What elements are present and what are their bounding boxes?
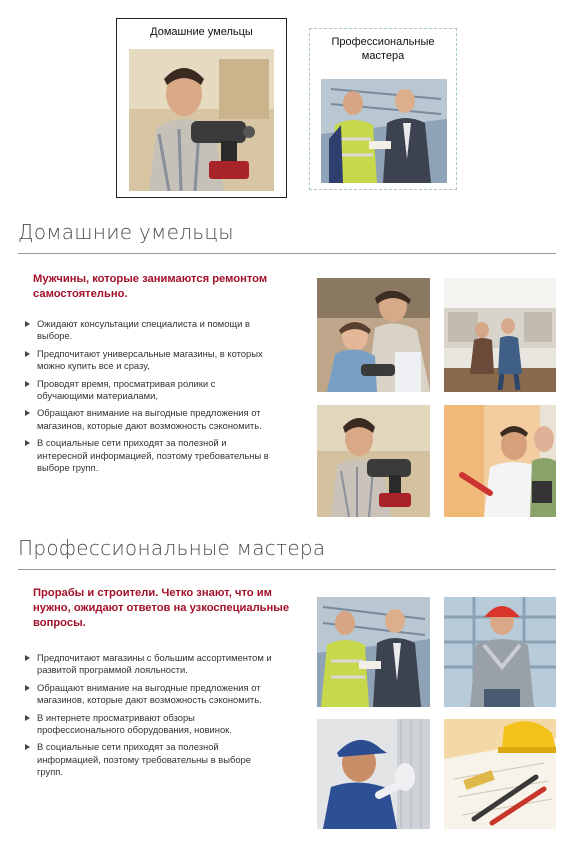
bullet-arrow-icon [25,655,30,661]
foreman-handshake-photo [321,79,447,183]
bullet-arrow-icon [25,351,30,357]
segment-card-home[interactable] [116,18,287,198]
bullet-arrow-icon [25,321,30,327]
worker-cap-photo [317,719,430,829]
home-bullet-list [21,318,269,474]
list-item: Обращают внимание на выгодные предложения от магазинов, которые дают возможность сэкономить. [21,682,279,707]
friends-tools-photo [444,405,556,517]
list-item: В социальные сети приходят за полезной и интересной информацией, поэтому требовательны в выборе групп. [21,437,269,474]
home-lead-text: Мужчины, которые занимаются ремонтом самостоятельно. [33,273,268,300]
bullet-arrow-icon [25,440,30,446]
tools-blueprint-photo [444,719,556,829]
section-heading-pro: Профессиональные мастера [18,536,326,560]
couple-kitchen-photo [444,278,556,392]
pro-bullet-list [21,652,279,779]
segment-card-pro-title: Профессиональные мастера [331,36,435,62]
list-item: Ожидают консультации специалиста и помощи в выборе. [21,318,269,343]
bullet-arrow-icon [25,685,30,691]
list-item: Предпочитают магазины с большим ассортиментом и развитой программой лояльности. [21,652,279,677]
list-item: Обращают внимание на выгодные предложения от магазинов, которые дают возможность сэкономить. [21,407,269,432]
section-divider-pro [18,569,556,570]
list-item: В социальные сети приходят за полезной информацией, поэтому требовательны в выборе групп. [21,741,279,778]
diy-man-drill-photo [129,49,274,191]
foreman-client-photo [317,597,430,707]
section-heading-home: Домашние умельцы [18,220,234,244]
bullet-arrow-icon [25,744,30,750]
section-divider-home [18,253,556,254]
father-son-drill-photo [317,278,430,392]
segment-card-pro[interactable] [309,28,457,190]
list-item: Предпочитают универсальные магазины, в которых можно купить все и сразу, [21,348,269,373]
man-with-drill-photo [317,405,430,517]
pro-lead-text: Прорабы и строители. Четко знают, что им нужно, ожидают ответов на узкоспециальные вопросы. [33,587,290,629]
builder-hardhat-photo [444,597,556,707]
bullet-arrow-icon [25,715,30,721]
list-item: Проводят время, просматривая ролики с обучающими материалами, [21,378,269,403]
bullet-arrow-icon [25,381,30,387]
bullet-arrow-icon [25,410,30,416]
segment-card-home-title: Домашние умельцы [150,26,253,38]
list-item: В интернете просматривают обзоры профессионального оборудования, новинок. [21,712,279,737]
